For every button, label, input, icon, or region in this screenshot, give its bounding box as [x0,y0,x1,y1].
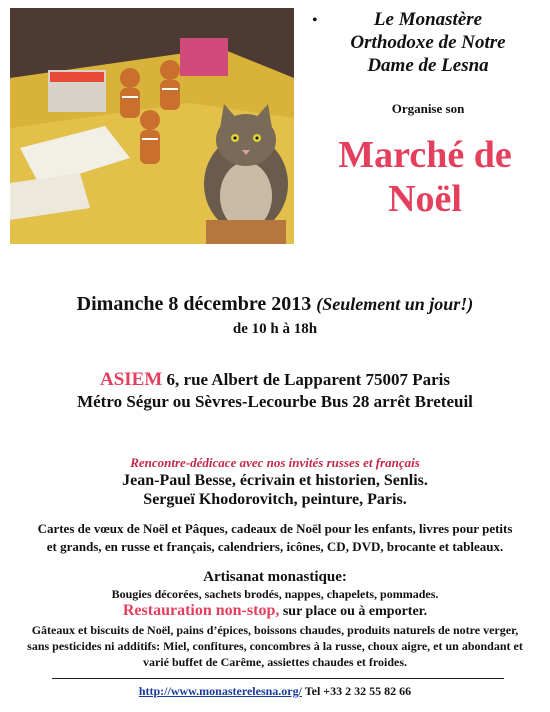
footer-divider [52,678,504,679]
products-line2: et grands, en russe et français, calendriers, icônes, CD, DVD, brocante et tableaux. [46,539,504,554]
event-hours: de 10 h à 18h [232,321,318,337]
event-title [300,133,550,221]
guests-heading: Rencontre-dédicace avec nos invités russes et français [130,455,420,470]
restauration-rest: sur place ou à emporter. [279,604,428,619]
organise-text: Organise son [391,101,465,116]
restauration-line1: Gâteaux et biscuits de Noël, pains d’épices, boissons chaudes, produits naturels de notre verger, [31,623,519,637]
website-link[interactable]: http://www.monasterelesna.org/ [138,684,302,698]
monastery-title-line1: Le Monastère [373,9,483,30]
venue-address [0,369,550,391]
venue-name: ASIEM [99,369,163,390]
restauration-line2: sans pesticides ni additifs: Miel, confitures, concombres à la russe, choux aigre, et un abondant et [27,639,523,653]
restauration-title: Restauration non-stop, [122,602,280,619]
bullet: • [312,12,318,29]
artisanat-heading: Artisanat monastique: [203,569,347,585]
footer [0,684,550,699]
artisanat-line: Bougies décorées, sachets brodés, nappes, chapelets, pommades. [111,587,439,601]
cat-photo [10,8,294,244]
venue-transport: Métro Ségur ou Sèvres-Lecourbe Bus 28 arrêt Breteuil [77,392,473,411]
monastery-title-line2: Orthodoxe de Notre [350,32,506,53]
monastery-title-line3: Dame de Lesna [367,55,489,76]
event-date [0,293,550,316]
event-title-line2: Noël [388,178,462,220]
restauration-line3: varié buffet de Carême, assiettes chaudes et froides. [142,655,408,669]
restauration-heading [0,602,550,620]
event-date-note: (Seulement un jour!) [316,294,474,314]
guest-2: Sergueï Khodorovitch, peinture, Paris. [143,491,407,508]
products-line1: Cartes de vœux de Noël et Pâques, cadeaux de Noël pour les enfants, livres pour petits [37,521,513,536]
cat-illustration [10,8,294,244]
phone-number: Tel +33 2 32 55 82 66 [301,684,412,698]
event-title-line1: Marché de [338,134,512,176]
restauration-text [0,622,550,670]
event-date-main: Dimanche 8 décembre 2013 [76,293,312,315]
monastery-title [312,8,544,77]
products-text [0,520,550,556]
guest-1: Jean-Paul Besse, écrivain et historien, Senlis. [122,472,428,489]
venue-street: 6, rue Albert de Lapparent 75007 Paris [162,370,451,389]
